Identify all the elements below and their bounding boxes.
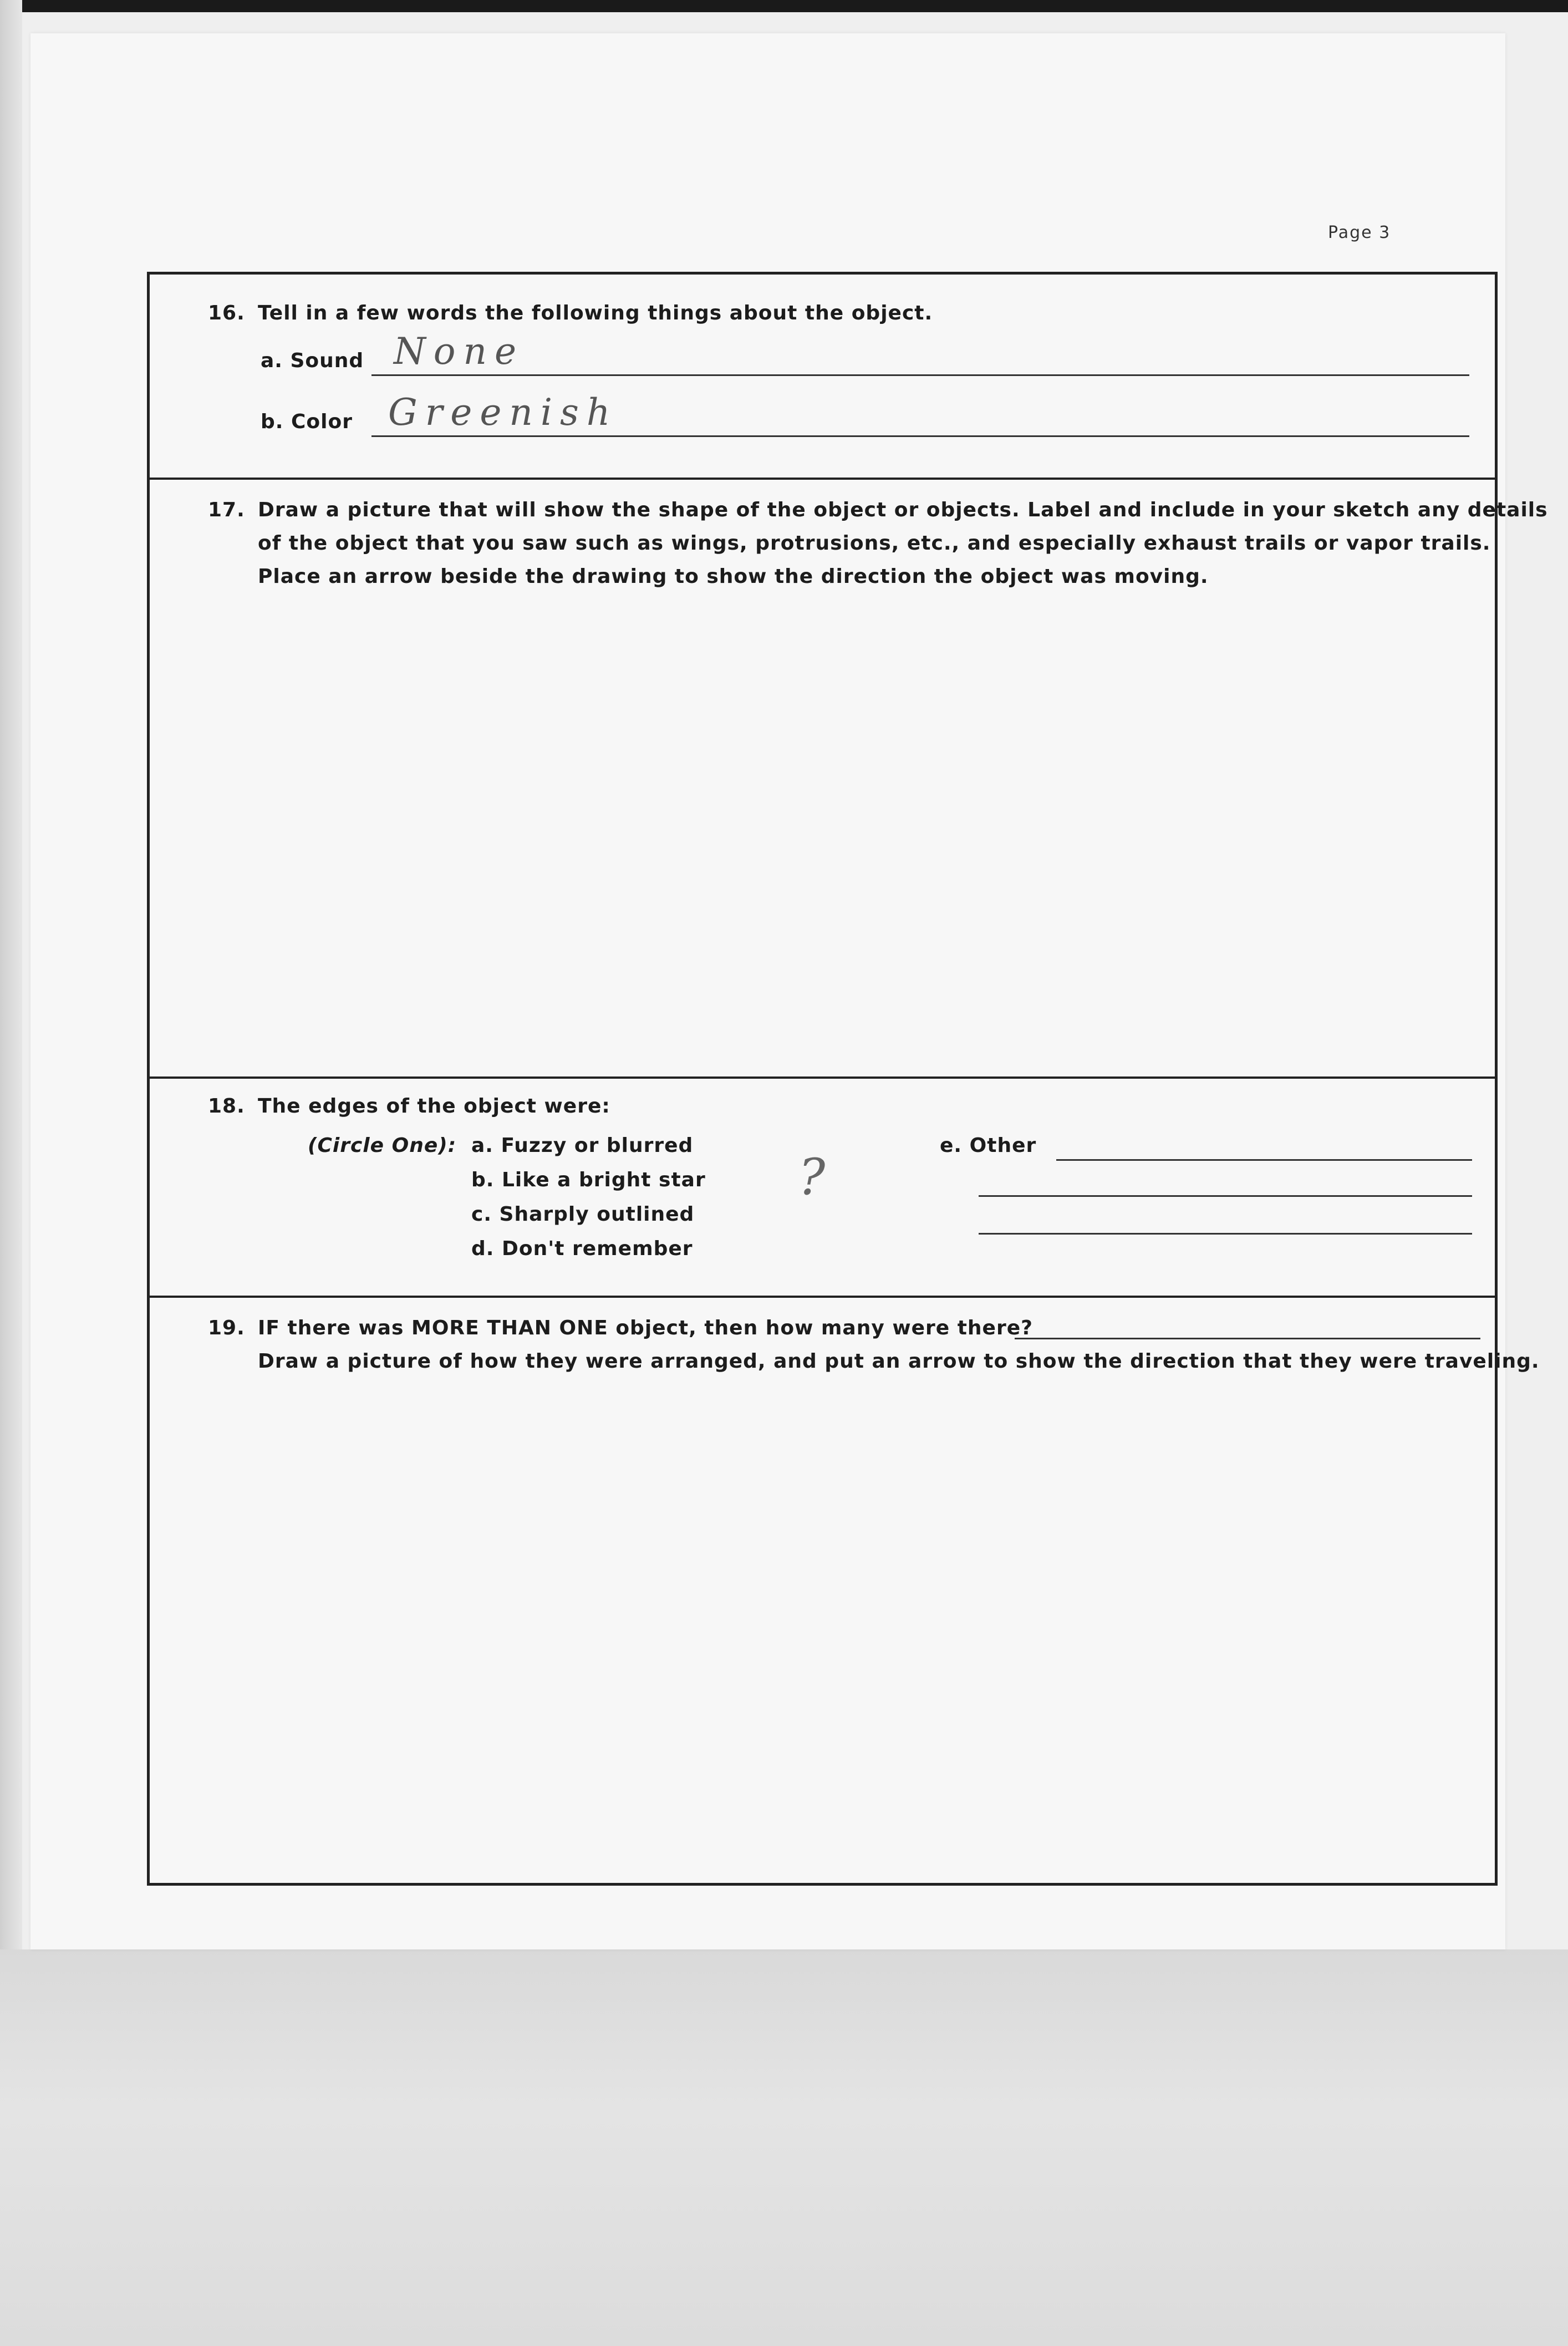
question-number: 16. bbox=[208, 302, 245, 324]
drawing-area[interactable] bbox=[172, 607, 1475, 1062]
arrangement-drawing-area[interactable] bbox=[172, 1392, 1475, 1863]
page-number: Page 3 bbox=[1328, 223, 1391, 242]
option-bright-star[interactable]: b. Like a bright star bbox=[471, 1169, 706, 1191]
question-text-line-1: IF there was MORE THAN ONE object, then how many were there? bbox=[258, 1317, 1034, 1339]
color-field[interactable] bbox=[371, 435, 1469, 437]
option-fuzzy[interactable]: a. Fuzzy or blurred bbox=[471, 1134, 694, 1157]
option-other-field[interactable] bbox=[1056, 1159, 1472, 1161]
questionnaire-form bbox=[147, 272, 1548, 1886]
question-number: 18. bbox=[208, 1095, 245, 1118]
question-19-line-2: Draw a picture of how they were arranged, and put an arrow to show the direction that they were traveling. bbox=[258, 1350, 1540, 1373]
question-19-prompt bbox=[208, 1312, 1033, 1345]
handwritten-mark: ? bbox=[798, 1148, 826, 1206]
question-17-prompt bbox=[208, 494, 1548, 527]
option-other-line-3[interactable] bbox=[979, 1233, 1472, 1235]
film-edge-top bbox=[0, 0, 1568, 12]
scan-background bbox=[0, 1949, 1568, 2346]
question-18 bbox=[150, 1079, 1495, 1298]
question-16 bbox=[150, 275, 1495, 480]
question-16-prompt bbox=[208, 297, 933, 330]
question-17-line-3: Place an arrow beside the drawing to show the direction the object was moving. bbox=[258, 565, 1209, 588]
question-17 bbox=[150, 480, 1548, 1079]
question-text: The edges of the object were: bbox=[258, 1095, 610, 1118]
color-label: b. Color bbox=[261, 410, 353, 433]
sound-answer: None bbox=[394, 330, 525, 373]
question-number: 17. bbox=[208, 499, 245, 521]
sound-field[interactable] bbox=[371, 374, 1469, 376]
circle-one-instruction: (Circle One): bbox=[308, 1134, 457, 1157]
question-text-line-1: Draw a picture that will show the shape of the object or objects. Label and include in your sketch any details bbox=[258, 499, 1548, 521]
option-sharply-outlined[interactable]: c. Sharply outlined bbox=[471, 1203, 695, 1226]
question-text: Tell in a few words the following things about the object. bbox=[258, 302, 933, 324]
option-other-line-2[interactable] bbox=[979, 1195, 1472, 1197]
question-17-line-2: of the object that you saw such as wings, protrusions, etc., and especially exhaust trails or vapor trails. bbox=[258, 532, 1491, 555]
question-number: 19. bbox=[208, 1317, 245, 1339]
film-edge-left bbox=[0, 0, 22, 1952]
color-answer: Greenish bbox=[388, 391, 618, 434]
object-count-field[interactable] bbox=[1015, 1338, 1480, 1339]
question-19 bbox=[150, 1298, 1540, 1886]
option-dont-remember[interactable]: d. Don't remember bbox=[471, 1237, 693, 1260]
sound-label: a. Sound bbox=[261, 349, 364, 372]
question-18-prompt bbox=[208, 1090, 610, 1123]
option-other-label: e. Other bbox=[940, 1134, 1037, 1157]
